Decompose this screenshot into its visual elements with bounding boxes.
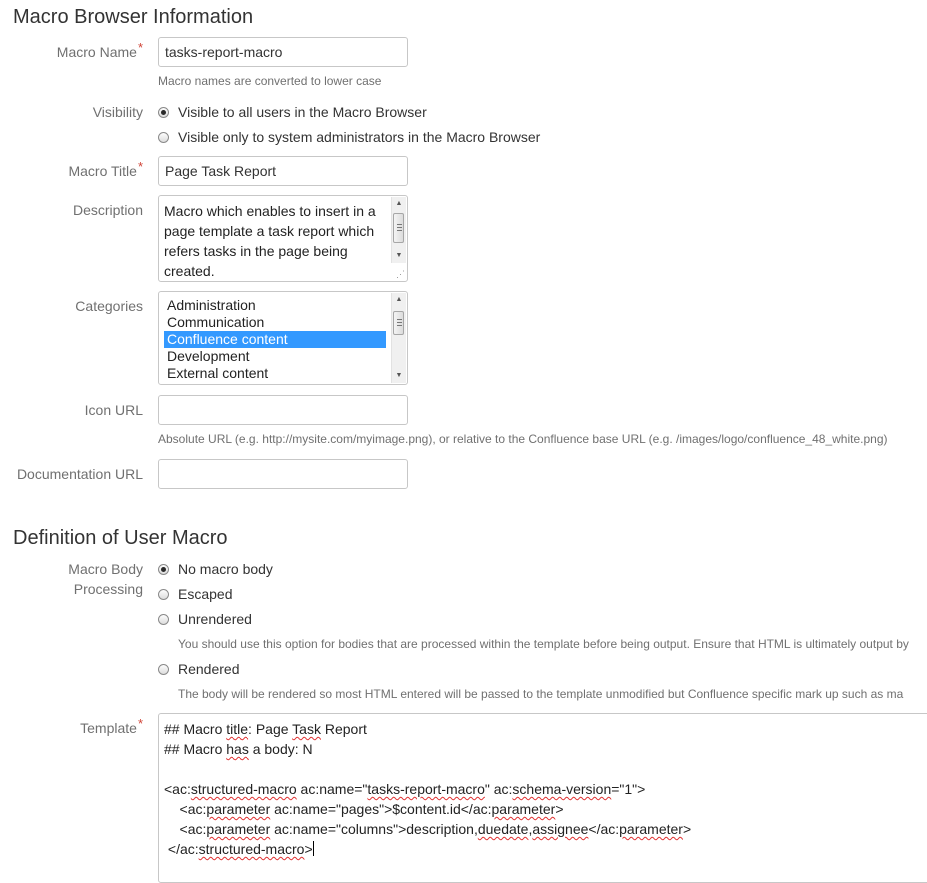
template-editor[interactable] (158, 713, 927, 883)
radio-button[interactable] (158, 132, 169, 143)
description-line: refers tasks in the page being (164, 243, 348, 259)
description-line: created. (164, 263, 215, 279)
category-option[interactable]: Development (167, 348, 250, 364)
visibility-option-all-users[interactable] (158, 102, 427, 122)
rendered-help: The body will be rendered so most HTML entered will be passed to the template unmodified but Confluence specific mark up such as ma (178, 687, 904, 701)
unrendered-help: You should use this option for bodies that are processed within the template before being output. Ensure that HTML is ultimately output by (178, 637, 909, 651)
required-mark: * (137, 159, 143, 174)
body-option-label: Escaped (178, 586, 233, 602)
documentation-url-label: Documentation URL (16, 466, 143, 482)
category-option[interactable]: External content (167, 365, 269, 381)
macro-name-label: Macro Name* (56, 40, 143, 60)
template-line: <ac:parameter ac:name="columns">description,duedate,assignee</ac:parameter> (164, 821, 692, 837)
categories-label: Categories (75, 298, 143, 314)
visibility-option-admins-only[interactable] (158, 127, 540, 147)
radio-button[interactable] (158, 564, 169, 575)
visibility-option-label: Visible to all users in the Macro Browser (178, 104, 427, 120)
body-processing-label (0, 559, 143, 599)
template-line (164, 759, 691, 779)
category-option[interactable]: Administration (167, 297, 256, 313)
body-option-label: Unrendered (178, 611, 252, 627)
macro-name-input[interactable] (158, 37, 408, 67)
scroll-up-arrow-icon[interactable]: ▲ (395, 200, 403, 207)
body-option-label: Rendered (178, 661, 240, 677)
body-option-rendered[interactable] (158, 659, 240, 679)
description-scrollbar[interactable] (391, 197, 406, 263)
required-mark: * (137, 40, 143, 55)
text-cursor (313, 841, 314, 856)
template-label: Template* (80, 716, 143, 736)
section-title-macro-browser: Macro Browser Information (13, 6, 254, 28)
categories-scrollbar[interactable] (391, 293, 406, 383)
section-title-definition: Definition of User Macro (13, 527, 228, 549)
description-label: Description (72, 202, 143, 218)
category-option-selected[interactable]: Confluence content (164, 331, 386, 348)
template-line: <ac:parameter ac:name="pages">$content.id</ac:parameter> (164, 801, 564, 817)
categories-listbox[interactable] (158, 291, 408, 385)
visibility-option-label: Visible only to system administrators in the Macro Browser (178, 129, 541, 145)
description-textarea[interactable] (158, 195, 408, 282)
body-option-no-body[interactable] (158, 559, 273, 579)
scroll-down-arrow-icon[interactable]: ▼ (395, 252, 403, 259)
radio-button[interactable] (158, 664, 169, 675)
template-line: ## Macro has a body: N (164, 741, 313, 757)
visibility-label: Visibility (92, 104, 143, 120)
scroll-up-arrow-icon[interactable]: ▲ (395, 296, 403, 303)
scroll-thumb[interactable] (393, 213, 404, 243)
body-option-escaped[interactable] (158, 584, 232, 604)
description-line: Macro which enables to insert in a (164, 203, 376, 219)
resize-grip-icon[interactable]: ⋰ (396, 269, 405, 279)
scroll-down-arrow-icon[interactable]: ▼ (395, 372, 403, 379)
template-line: ## Macro title: Page Task Report (164, 721, 367, 737)
template-line: </ac:structured-macro> (164, 841, 313, 857)
category-option[interactable]: Communication (167, 314, 265, 330)
radio-button[interactable] (158, 107, 169, 118)
template-line: <ac:structured-macro ac:name="tasks-report-macro" ac:schema-version="1"> (164, 781, 646, 797)
icon-url-help: Absolute URL (e.g. http://mysite.com/myimage.png), or relative to the Confluence base URL (e.g. /images/logo/confluence_48_white.png) (158, 432, 888, 446)
body-option-label: No macro body (178, 561, 273, 577)
icon-url-input[interactable] (158, 395, 408, 425)
documentation-url-input[interactable] (158, 459, 408, 489)
scroll-thumb[interactable] (393, 311, 404, 335)
body-processing-label-line: Macro Body (68, 561, 143, 577)
radio-button[interactable] (158, 614, 169, 625)
required-mark: * (137, 716, 143, 731)
macro-title-label: Macro Title* (68, 159, 143, 179)
macro-title-input[interactable] (158, 156, 408, 186)
description-line: page template a task report which (164, 223, 375, 239)
macro-name-help: Macro names are converted to lower case (158, 74, 382, 88)
body-processing-label-line: Processing (73, 581, 143, 597)
icon-url-label: Icon URL (84, 402, 143, 418)
body-option-unrendered[interactable] (158, 609, 252, 629)
radio-button[interactable] (158, 589, 169, 600)
